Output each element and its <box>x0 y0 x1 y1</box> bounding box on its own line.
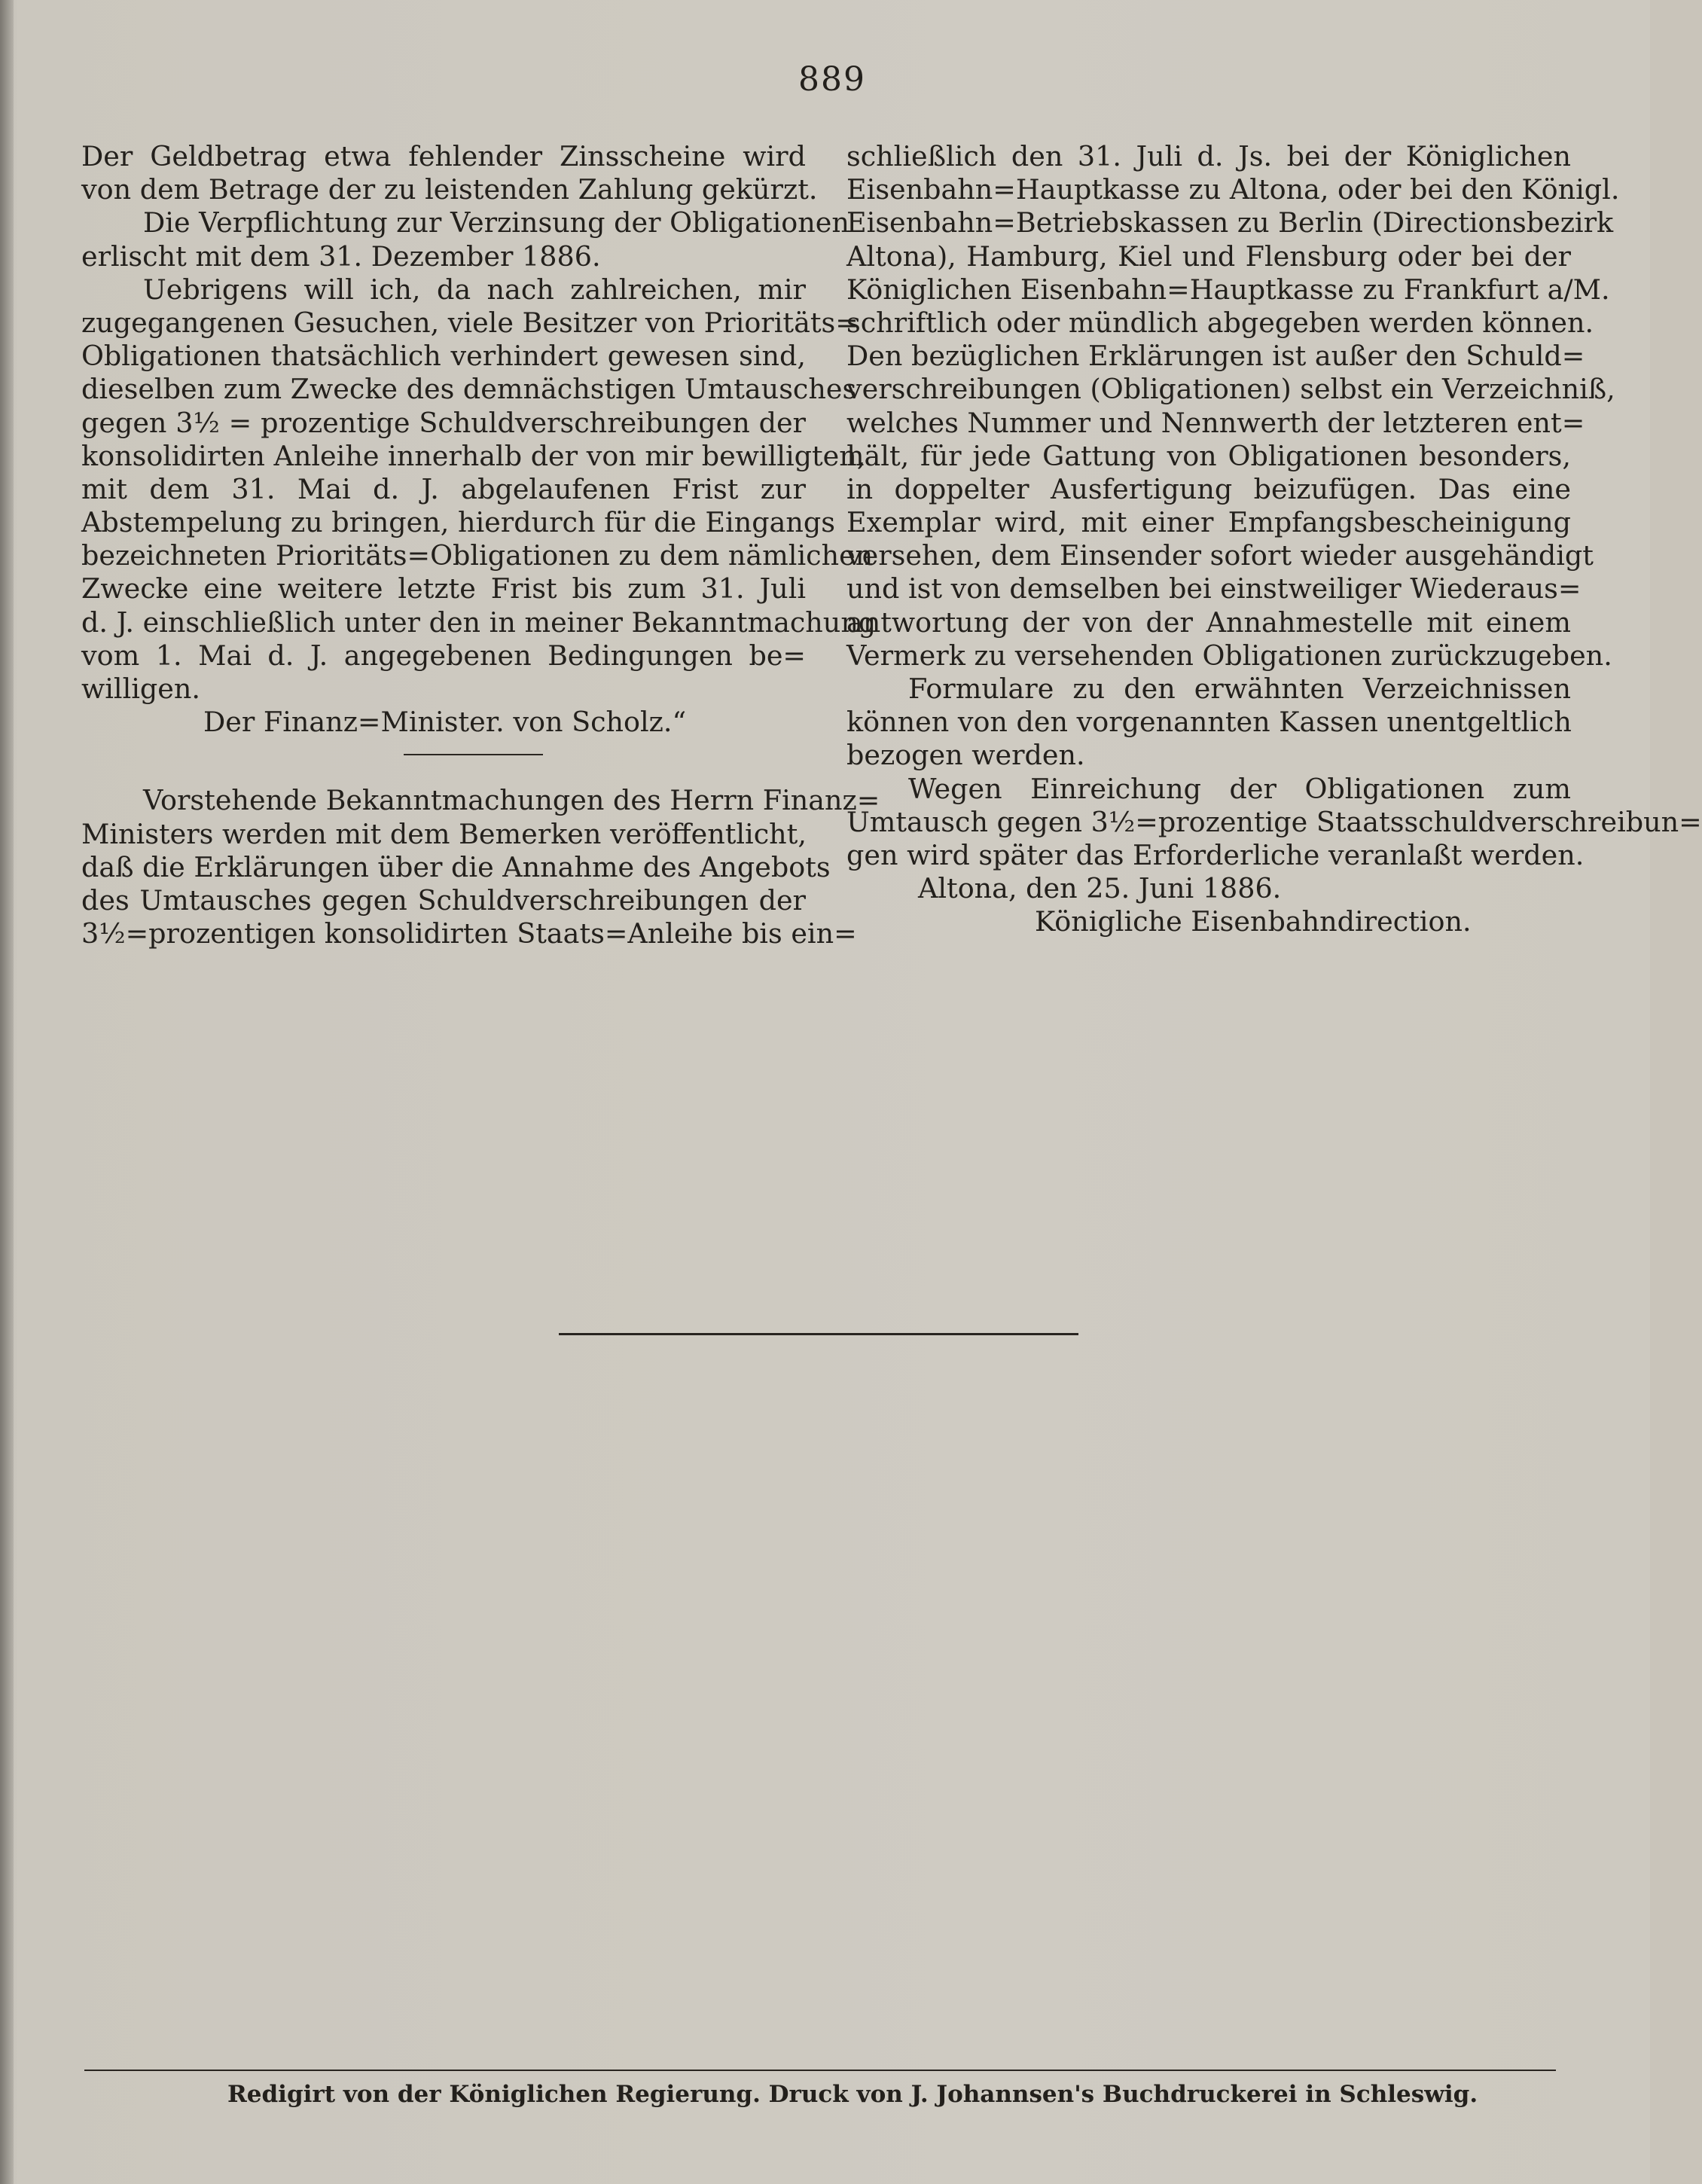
right-column <box>846 140 1702 939</box>
left-column-line: bezeichneten Prioritäts=Obligationen zu dem nämlichen <box>81 539 874 572</box>
left-column-line: dieselben zum Zwecke des demnächstigen Umtausches <box>81 373 857 406</box>
right-column-line: verschreibungen (Obligationen) selbst ein Verzeichniß, <box>846 373 1615 406</box>
printer-imprint: Redigirt von der Königlichen Regierung. Druck von J. Johannsen's Buchdruckerei in Schleswig. <box>227 2081 1478 2108</box>
signature-railway-directorate: Königliche Eisenbahndirection. <box>1035 905 1472 938</box>
right-column-line: gen wird später das Erforderliche veranlaßt werden. <box>846 838 1585 871</box>
page-number: 889 <box>798 60 866 99</box>
right-column-line: Eisenbahn=Hauptkasse zu Altona, oder bei den Königl. <box>846 173 1620 206</box>
right-column-line: Den bezüglichen Erklärungen ist außer den Schuld= <box>846 340 1585 373</box>
left-column-line: mit dem 31. Mai d. J. abgelaufenen Frist zur <box>81 472 806 505</box>
left-column-line: Uebrigens will ich, da nach zahlreichen, mir <box>143 273 806 306</box>
left-column-line: vom 1. Mai d. J. angegebenen Bedingungen be= <box>81 639 806 672</box>
right-column-line: bezogen werden. <box>846 739 1085 772</box>
left-column-line: Obligationen thatsächlich verhindert gewesen sind, <box>81 340 806 373</box>
right-column-line: Formulare zu den erwähnten Verzeichnissen <box>908 673 1571 705</box>
left-column-line: d. J. einschließlich unter den in meiner Bekanntmachung <box>81 605 877 639</box>
left-column-line: 3½=prozentigen konsolidirten Staats=Anleihe bis ein= <box>81 917 857 950</box>
right-column-line: schriftlich oder mündlich abgegeben werden können. <box>846 306 1594 339</box>
right-column-line: Königlichen Eisenbahn=Hauptkasse zu Frankfurt a/M. <box>846 273 1610 306</box>
right-column-line: welches Nummer und Nennwerth der letzteren ent= <box>846 406 1585 439</box>
right-column-line: Altona), Hamburg, Kiel und Flensburg oder bei der <box>846 239 1571 273</box>
left-column-line: daß die Erklärungen über die Annahme des Angebots <box>81 850 831 883</box>
left-column-line: des Umtausches gegen Schuldverschreibungen der <box>81 883 806 917</box>
right-column-line: versehen, dem Einsender sofort wieder ausgehändigt <box>846 539 1594 572</box>
right-column-line: Vermerk zu versehenden Obligationen zurückzugeben. <box>846 639 1612 672</box>
right-column-line: Wegen Einreichung der Obligationen zum <box>908 772 1571 805</box>
right-column-line: Umtausch gegen 3½=prozentige Staatsschuldverschreibun= <box>846 805 1702 838</box>
right-column-line: können von den vorgenannten Kassen unentgeltlich <box>846 706 1572 739</box>
right-column-line: in doppelter Ausfertigung beizufügen. Das eine <box>846 472 1571 505</box>
left-column-line: Ministers werden mit dem Bemerken veröffentlicht, <box>81 817 807 850</box>
left-column-line: Der Geldbetrag etwa fehlender Zinsscheine wird <box>81 140 806 172</box>
right-column-line: schließlich den 31. Juli d. Js. bei der Königlichen <box>846 140 1571 172</box>
right-column-line: antwortung der von der Annahmestelle mit einem <box>846 605 1571 639</box>
left-column-line: gegen 3½ = prozentige Schuldverschreibungen der <box>81 406 806 439</box>
signature-finance-minister: Der Finanz=Minister. von Scholz.“ <box>203 706 687 739</box>
left-column-line: Vorstehende Bekanntmachungen des Herrn Finanz= <box>143 784 880 817</box>
footer-rule <box>84 2070 1556 2071</box>
left-column-line: Die Verpflichtung zur Verzinsung der Obligationen <box>143 206 849 239</box>
left-column-line: willigen. <box>81 673 201 705</box>
left-column-line: Zwecke eine weitere letzte Frist bis zum 31. Juli <box>81 572 806 605</box>
left-column-line: von dem Betrage der zu leistenden Zahlung gekürzt. <box>81 173 818 206</box>
right-column-line: hält, für jede Gattung von Obligationen besonders, <box>846 439 1571 472</box>
right-column-line: Exemplar wird, mit einer Empfangsbescheinigung <box>846 506 1571 539</box>
end-of-text-rule <box>559 1333 1078 1335</box>
left-column-line: zugegangenen Gesuchen, viele Besitzer von Prioritäts= <box>81 306 859 339</box>
date-line: Altona, den 25. Juni 1886. <box>918 872 1282 905</box>
left-column <box>81 140 880 950</box>
left-column-line: konsolidirten Anleihe innerhalb der von mir bewilligten, <box>81 439 866 472</box>
right-column-line: Eisenbahn=Betriebskassen zu Berlin (Directionsbezirk <box>846 206 1614 239</box>
section-divider <box>404 754 543 755</box>
page-edge-shadow <box>0 0 14 2184</box>
right-column-line: und ist von demselben bei einstweiliger Wiederaus= <box>846 572 1582 605</box>
left-column-line: erlischt mit dem 31. Dezember 1886. <box>81 239 601 273</box>
left-column-line: Abstempelung zu bringen, hierdurch für die Eingangs <box>81 506 835 539</box>
